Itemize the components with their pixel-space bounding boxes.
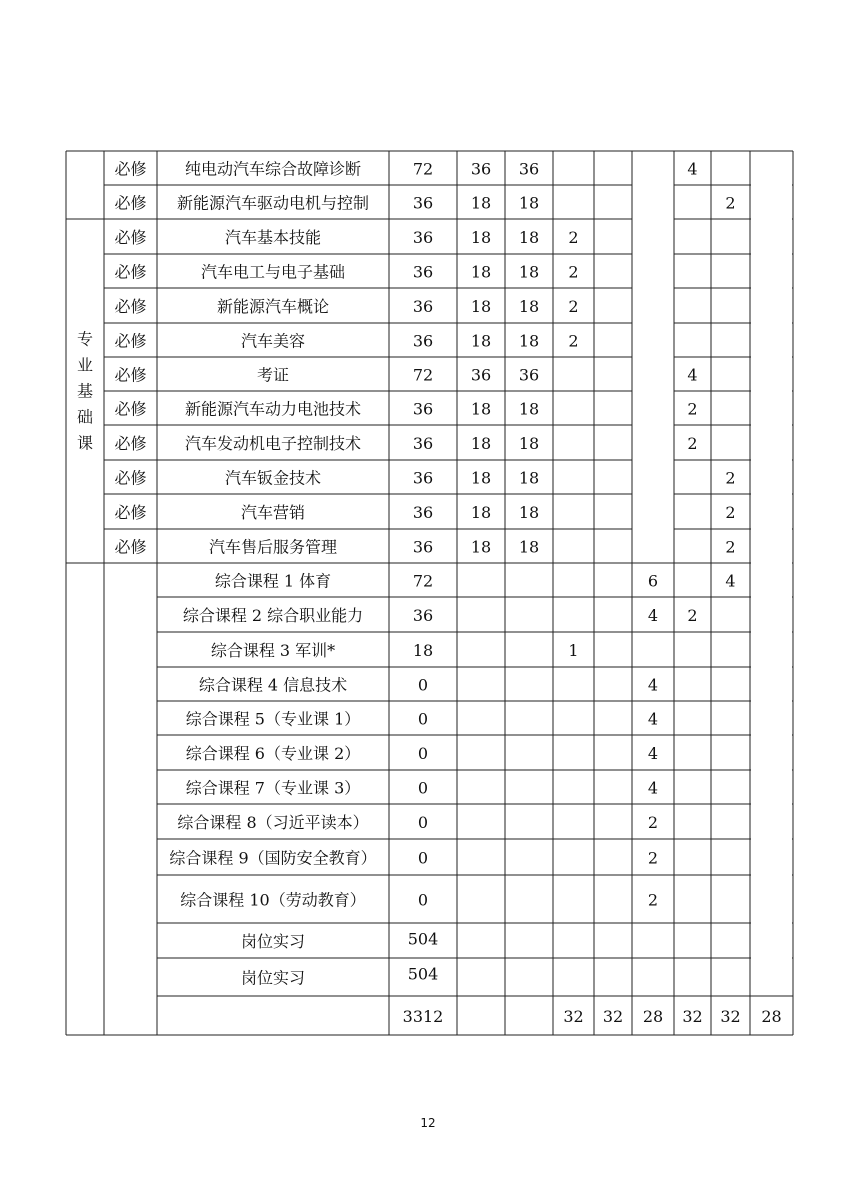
merged-cell-mask [751, 287, 792, 289]
category-label-char: 专 [76, 329, 94, 349]
merged-cell-mask [751, 922, 792, 924]
merged-cell-mask [751, 700, 792, 702]
table-cell: 2 [568, 262, 579, 282]
table-cell: 18 [518, 228, 540, 247]
category-label-char: 础 [76, 407, 94, 427]
merged-cell-mask [751, 528, 792, 530]
merged-cell-mask [751, 666, 792, 668]
course-name: 汽车售后服务管理 [208, 537, 338, 557]
table-cell: 36 [412, 193, 434, 213]
table-cell: 6 [647, 571, 659, 591]
table-cell: 3312 [402, 1007, 444, 1026]
table-cell: 0 [417, 778, 429, 798]
table-cell: 28 [642, 1007, 664, 1026]
course-name: 综合课程 8（习近平读本） [177, 813, 369, 832]
table-cell: 18 [518, 434, 540, 453]
table-cell: 2 [647, 890, 659, 910]
course-name: 汽车美容 [240, 331, 306, 351]
table-cell: 2 [647, 813, 659, 832]
course-name: 综合课程 10（劳动教育） [180, 890, 366, 910]
table-cell: 2 [568, 331, 579, 351]
merged-cell-mask [751, 596, 792, 598]
merged-cell-mask [751, 218, 792, 220]
table-cell: 504 [407, 964, 439, 984]
merged-cell-mask [751, 184, 792, 186]
table-cell: 0 [417, 709, 429, 729]
course-name: 综合课程 3 军训* [210, 641, 336, 660]
merged-cell-mask [751, 424, 792, 426]
course-name: 汽车发动机电子控制技术 [184, 434, 362, 453]
table-cells [77, 160, 782, 1027]
table-cell: 2 [725, 193, 736, 213]
course-type: 必修 [114, 159, 147, 179]
table-cell: 18 [470, 503, 492, 522]
table-cell: 4 [647, 675, 659, 695]
table-cell: 2 [725, 503, 736, 522]
table-cell: 32 [682, 1007, 703, 1026]
course-name: 综合课程 1 体育 [214, 571, 332, 591]
table-cell: 18 [470, 468, 492, 488]
table-cell: 4 [647, 744, 659, 763]
category-label-char: 业 [76, 355, 94, 375]
merged-cell-mask [751, 769, 792, 771]
table-cell: 72 [412, 365, 434, 385]
course-name: 综合课程 4 信息技术 [198, 675, 348, 695]
merged-cell-mask [751, 322, 792, 324]
table-cell: 36 [412, 537, 434, 557]
table-cell: 0 [417, 848, 429, 868]
table-cell: 18 [412, 641, 434, 660]
course-name: 考证 [256, 365, 290, 385]
course-type: 必修 [114, 193, 147, 213]
table-cell: 36 [412, 503, 434, 522]
page-number: 12 [420, 1116, 436, 1130]
course-name: 新能源汽车动力电池技术 [184, 399, 362, 419]
course-type: 必修 [114, 297, 147, 316]
table-cell: 18 [470, 537, 492, 557]
merged-cell-mask [751, 838, 792, 840]
table-cell: 504 [407, 929, 439, 949]
table-cell: 2 [725, 537, 736, 557]
course-name: 新能源汽车概论 [216, 297, 330, 316]
table-cell: 18 [518, 193, 540, 213]
table-cell: 32 [602, 1007, 624, 1026]
table-cell: 18 [518, 503, 540, 522]
table-cell: 2 [647, 848, 659, 868]
merged-cell-mask [751, 734, 792, 736]
merged-cell-mask [751, 493, 792, 495]
table-cell: 72 [412, 571, 434, 591]
table-cell: 18 [470, 434, 492, 453]
table-cell: 36 [470, 159, 492, 179]
merged-cell-mask [751, 390, 792, 392]
table-cell: 2 [725, 468, 736, 488]
course-name: 汽车营销 [240, 503, 306, 522]
table-cell: 36 [412, 399, 434, 419]
table-cell: 28 [761, 1007, 782, 1026]
table-cell: 36 [518, 159, 540, 179]
course-name: 汽车电工与电子基础 [200, 262, 346, 282]
course-name: 岗位实习 [240, 932, 306, 951]
course-name: 综合课程 5（专业课 1） [185, 709, 361, 729]
table-cell: 18 [518, 297, 540, 316]
table-cell: 18 [518, 262, 540, 282]
table-cell: 18 [470, 228, 492, 247]
table-cell: 36 [518, 365, 540, 385]
course-type: 必修 [114, 262, 147, 282]
table-cell: 18 [518, 537, 540, 557]
table-cell: 18 [470, 262, 492, 282]
merged-cell-mask [751, 253, 792, 255]
table-cell: 4 [647, 606, 659, 625]
table-cell: 18 [470, 193, 492, 213]
category-label-char: 课 [76, 433, 94, 453]
course-name: 综合课程 7（专业课 3） [185, 778, 361, 798]
course-type: 必修 [114, 537, 147, 557]
table-cell: 4 [725, 571, 736, 591]
table-cell: 2 [687, 606, 698, 625]
course-type: 必修 [114, 399, 147, 419]
course-name: 纯电动汽车综合故障诊断 [184, 159, 362, 179]
table-cell: 0 [417, 813, 429, 832]
course-type: 必修 [114, 468, 147, 488]
course-type: 必修 [114, 434, 147, 453]
course-type: 必修 [114, 503, 147, 522]
category-label [77, 330, 93, 453]
table-cell: 18 [470, 331, 492, 351]
table-grid [66, 151, 793, 1035]
table-cell: 2 [687, 434, 698, 453]
merged-cell-mask [751, 957, 792, 959]
merged-cell-mask [751, 874, 792, 876]
table-cell: 36 [412, 297, 434, 316]
merged-cell-mask [751, 562, 792, 564]
table-cell: 1 [568, 641, 579, 660]
table-cell: 18 [518, 399, 540, 419]
table-cell: 36 [412, 262, 434, 282]
course-name: 综合课程 9（国防安全教育） [169, 848, 377, 868]
table-cell: 18 [518, 331, 540, 351]
table-cell: 4 [687, 365, 698, 385]
table-cell: 18 [470, 297, 492, 316]
course-name: 新能源汽车驱动电机与控制 [176, 193, 370, 213]
table-cell: 36 [412, 606, 434, 625]
table-cell: 36 [412, 228, 434, 247]
course-name: 综合课程 2 综合职业能力 [182, 606, 364, 625]
table-cell: 2 [568, 228, 579, 247]
table-cell: 4 [647, 709, 659, 729]
category-label-char: 基 [76, 381, 94, 401]
course-name: 汽车基本技能 [224, 228, 322, 247]
course-type: 必修 [114, 331, 147, 351]
course-name: 综合课程 6（专业课 2） [185, 744, 361, 763]
course-type: 必修 [114, 228, 147, 247]
merged-cell-mask [751, 459, 792, 461]
table-cell: 32 [563, 1007, 584, 1026]
table-cell: 36 [412, 434, 434, 453]
table-cell: 4 [647, 778, 659, 798]
course-type: 必修 [114, 365, 147, 385]
merged-cell-mask [751, 356, 792, 358]
table-cell: 0 [417, 675, 429, 695]
table-cell: 4 [687, 159, 698, 179]
table-cell: 18 [518, 468, 540, 488]
table-cell: 2 [568, 297, 579, 316]
course-name: 岗位实习 [240, 968, 306, 988]
table-cell: 18 [470, 399, 492, 419]
table-cell: 2 [687, 399, 698, 419]
table-cell: 0 [417, 744, 429, 763]
merged-cell-mask [751, 803, 792, 805]
table-cell: 32 [720, 1007, 741, 1026]
table-cell: 36 [412, 331, 434, 351]
merged-cell-mask [751, 631, 792, 633]
table-cell: 36 [470, 365, 492, 385]
table-cell: 0 [417, 890, 429, 910]
table-cell: 72 [412, 159, 434, 179]
course-name: 汽车钣金技术 [224, 468, 322, 488]
table-cell: 36 [412, 468, 434, 488]
